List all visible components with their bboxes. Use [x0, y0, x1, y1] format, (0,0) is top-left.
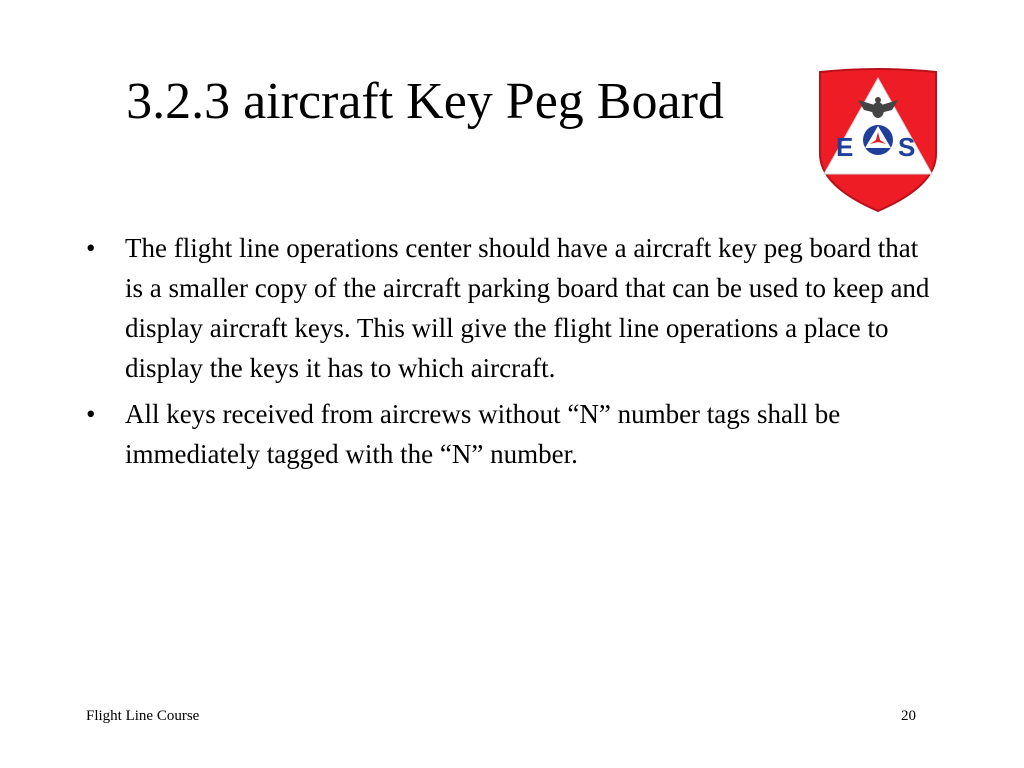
bullet-marker: •: [86, 399, 96, 429]
bullet-marker: •: [86, 233, 96, 263]
logo-letter-s: S: [898, 132, 916, 162]
bullet-list: [86, 228, 936, 480]
slide-title: 3.2.3 aircraft Key Peg Board: [126, 73, 724, 130]
footer-course-name: Flight Line Course: [86, 708, 200, 724]
bullet-item: [86, 394, 936, 474]
bullet-item: [86, 228, 936, 388]
bullet-text: The flight line operations center should have a aircraft key peg board that is a smaller copy of the aircraft parking board that can be used to keep and display aircraft keys. This will give the flight line operations a place to display the keys it has to which aircraft.: [125, 233, 930, 383]
logo-letter-e: E: [836, 132, 854, 162]
footer-page-number: 20: [901, 708, 916, 724]
emergency-services-logo: [810, 66, 946, 214]
bullet-text: All keys received from aircrews without “N” number tags shall be immediately tagged with the “N” number.: [125, 399, 841, 469]
